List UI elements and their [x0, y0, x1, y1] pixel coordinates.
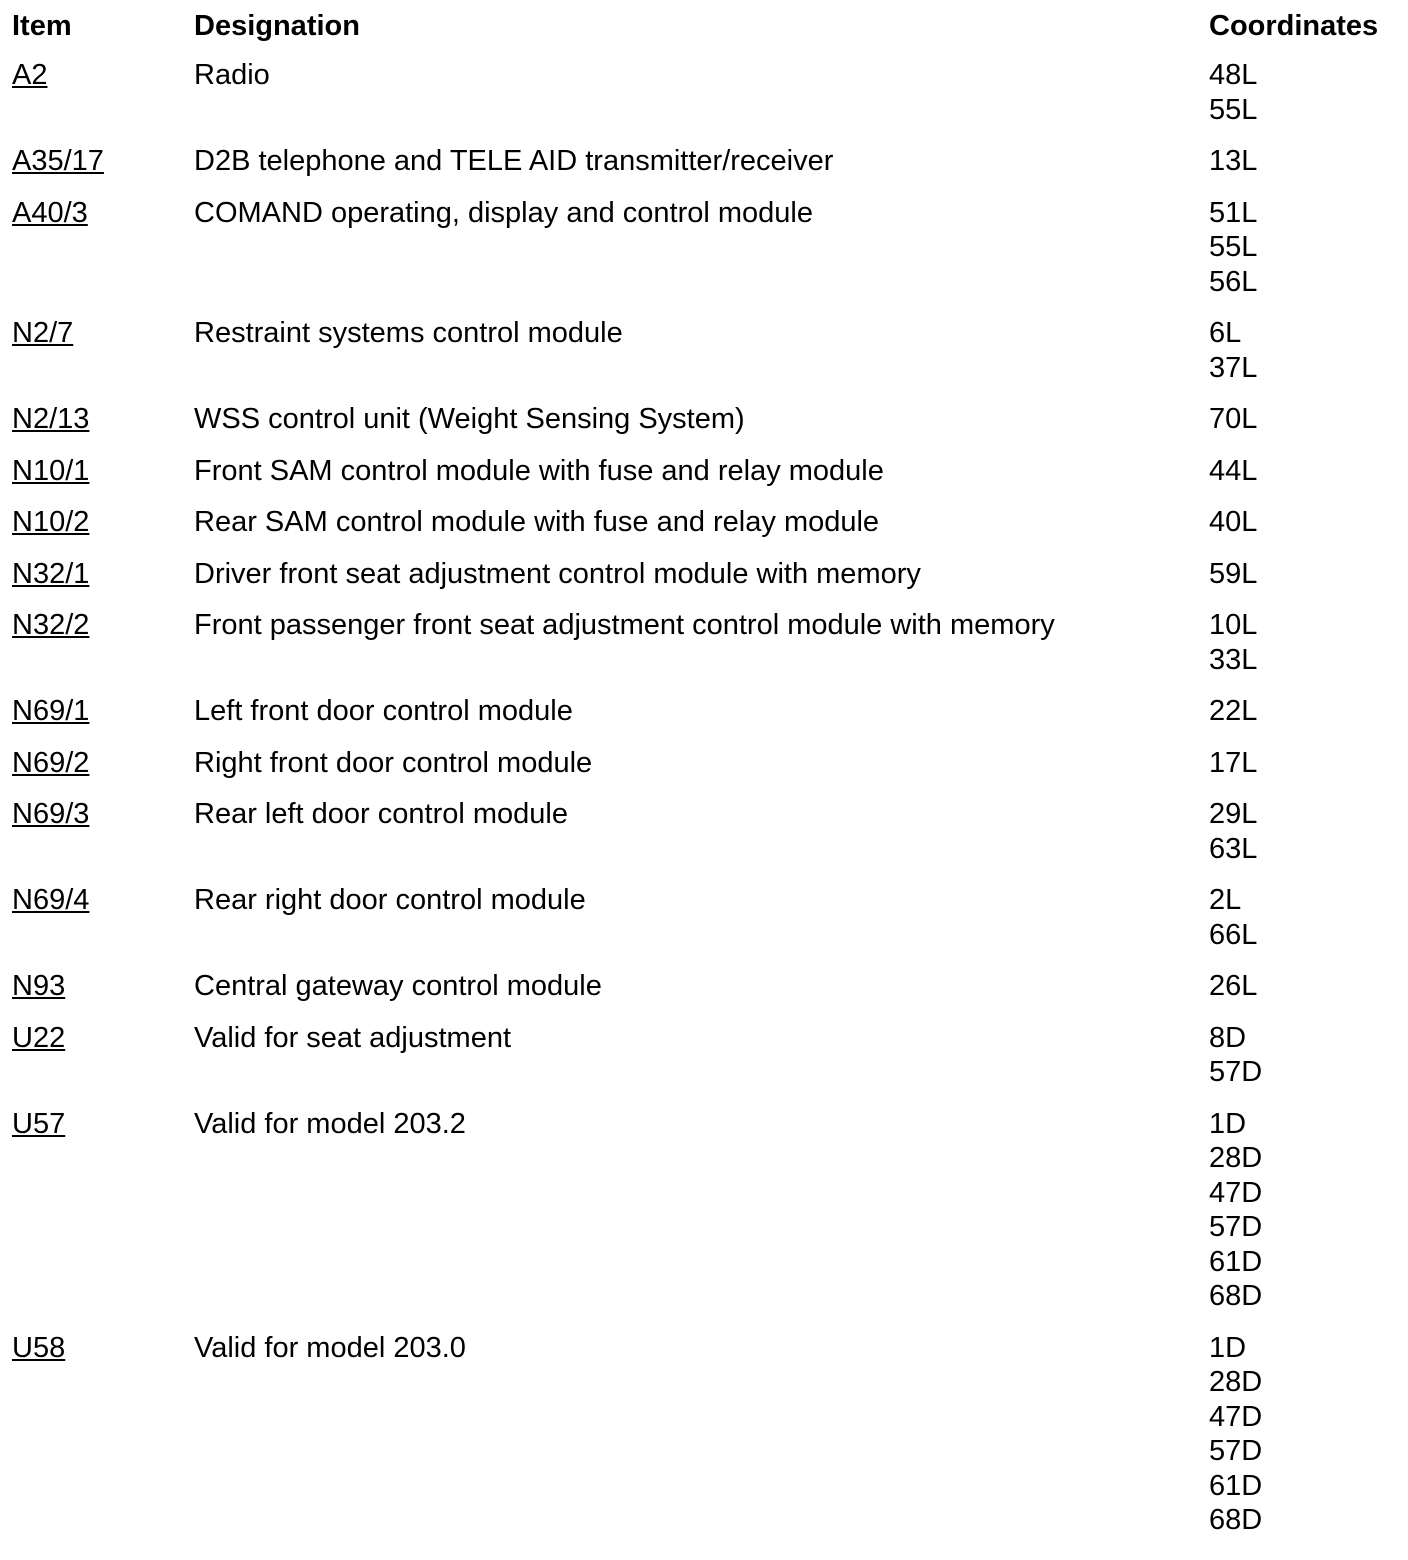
header-designation: Designation — [194, 10, 360, 42]
coordinate-value: 13L — [1209, 145, 1258, 177]
item-cell — [12, 1331, 194, 1366]
designation-cell: Front passenger front seat adjustment control module with memory — [194, 609, 1055, 641]
table-row — [12, 746, 1404, 781]
table-row — [12, 454, 1404, 489]
coordinate-value: 29L — [1209, 798, 1258, 830]
coordinates-cell — [1209, 1107, 1404, 1314]
designation-cell: Valid for model 203.0 — [194, 1331, 466, 1364]
designation-cell: WSS control unit (Weight Sensing System) — [194, 403, 745, 435]
item-link[interactable]: N69/4 — [12, 884, 90, 916]
coordinate-value: 26L — [1209, 970, 1258, 1002]
table-row — [12, 505, 1404, 540]
coordinate-value: 47D — [1209, 1400, 1263, 1433]
designation-cell: Left front door control module — [194, 695, 573, 727]
designation-cell: Central gateway control module — [194, 970, 602, 1002]
item-link[interactable]: N32/1 — [12, 557, 90, 590]
coordinate-value: 51L — [1209, 196, 1258, 229]
coordinate-value: 63L — [1209, 832, 1258, 865]
designation-cell: Rear SAM control module with fuse and relay module — [194, 506, 880, 538]
coordinates-cell — [1209, 402, 1404, 437]
header-coordinates: Coordinates — [1209, 10, 1379, 42]
item-link[interactable]: N69/1 — [12, 695, 90, 727]
coordinate-value: 1D — [1209, 1331, 1247, 1364]
item-cell — [12, 557, 194, 592]
item-link[interactable]: U57 — [12, 1107, 66, 1140]
coordinate-value: 10L — [1209, 609, 1258, 641]
coordinate-value: 68D — [1209, 1280, 1263, 1312]
coordinate-value: 57D — [1209, 1435, 1263, 1467]
coordinates-cell — [1209, 969, 1404, 1004]
table-row — [12, 797, 1404, 866]
designation-cell: Valid for model 203.2 — [194, 1107, 466, 1140]
item-link[interactable]: A40/3 — [12, 196, 88, 229]
item-link[interactable]: A35/17 — [12, 145, 104, 177]
coordinate-value: 68D — [1209, 1504, 1263, 1536]
coordinate-value: 47D — [1209, 1176, 1263, 1209]
coordinate-value: 37L — [1209, 351, 1258, 384]
coordinates-cell — [1209, 196, 1404, 300]
designation-cell: Radio — [194, 59, 270, 91]
coordinate-value: 44L — [1209, 454, 1258, 487]
designation-cell: Front SAM control module with fuse and relay module — [194, 454, 884, 487]
item-link[interactable]: N93 — [12, 970, 66, 1002]
table-row — [12, 58, 1404, 127]
item-link[interactable]: N32/2 — [12, 609, 90, 641]
item-link[interactable]: N10/1 — [12, 454, 90, 487]
item-cell — [12, 505, 194, 540]
designation-cell: Restraint systems control module — [194, 317, 623, 349]
coordinates-cell — [1209, 1021, 1404, 1090]
table-row — [12, 1331, 1404, 1538]
item-cell — [12, 144, 194, 179]
coordinate-value: 61D — [1209, 1245, 1263, 1278]
coordinate-value: 48L — [1209, 59, 1258, 91]
item-link[interactable]: N69/2 — [12, 746, 90, 779]
designation-cell: COMAND operating, display and control module — [194, 196, 813, 229]
table-row — [12, 1107, 1404, 1314]
header-item: Item — [12, 10, 72, 42]
item-cell — [12, 694, 194, 729]
item-cell — [12, 969, 194, 1004]
coordinate-value: 57D — [1209, 1211, 1263, 1243]
designation-cell: Rear left door control module — [194, 798, 568, 830]
item-link[interactable]: N69/3 — [12, 798, 90, 830]
coordinate-value: 6L — [1209, 317, 1242, 349]
item-link[interactable]: N10/2 — [12, 506, 90, 538]
item-cell — [12, 196, 194, 231]
table-row — [12, 608, 1404, 677]
item-link[interactable]: A2 — [12, 59, 48, 91]
table-body — [12, 58, 1404, 1538]
coordinates-cell — [1209, 557, 1404, 592]
item-cell — [12, 58, 194, 93]
table-row — [12, 144, 1404, 179]
coordinate-value: 40L — [1209, 506, 1258, 538]
coordinates-cell — [1209, 144, 1404, 179]
coordinate-value: 17L — [1209, 746, 1258, 779]
designation-cell: D2B telephone and TELE AID transmitter/receiver — [194, 145, 834, 177]
coordinates-cell — [1209, 608, 1404, 677]
item-cell — [12, 316, 194, 351]
item-cell — [12, 746, 194, 781]
coordinate-value: 22L — [1209, 695, 1258, 727]
coordinate-value: 1D — [1209, 1107, 1247, 1140]
coordinate-value: 8D — [1209, 1021, 1247, 1054]
designation-cell: Right front door control module — [194, 746, 593, 779]
coordinate-value: 66L — [1209, 918, 1258, 951]
table-row — [12, 1021, 1404, 1090]
coordinates-cell — [1209, 58, 1404, 127]
item-cell — [12, 797, 194, 832]
item-cell — [12, 1107, 194, 1142]
coordinates-cell — [1209, 1331, 1404, 1538]
coordinates-cell — [1209, 316, 1404, 385]
coordinate-value: 59L — [1209, 557, 1258, 590]
coordinates-cell — [1209, 694, 1404, 729]
coordinate-value: 56L — [1209, 265, 1258, 298]
coordinate-value: 57D — [1209, 1056, 1263, 1088]
table-row — [12, 196, 1404, 300]
table-row — [12, 557, 1404, 592]
designation-cell: Valid for seat adjustment — [194, 1021, 512, 1054]
table-row — [12, 316, 1404, 385]
coordinates-cell — [1209, 797, 1404, 866]
item-link[interactable]: N2/13 — [12, 403, 90, 435]
coordinates-cell — [1209, 883, 1404, 952]
table-header — [12, 4, 1404, 50]
coordinate-value: 28D — [1209, 1142, 1263, 1174]
coordinates-cell — [1209, 505, 1404, 540]
item-link[interactable]: U58 — [12, 1331, 66, 1364]
item-cell — [12, 1021, 194, 1056]
item-cell — [12, 608, 194, 643]
coordinate-value: 61D — [1209, 1469, 1263, 1502]
coordinate-value: 28D — [1209, 1366, 1263, 1398]
item-cell — [12, 454, 194, 489]
coordinates-cell — [1209, 454, 1404, 489]
coordinates-cell — [1209, 746, 1404, 781]
coordinate-value: 33L — [1209, 643, 1258, 676]
table-row — [12, 969, 1404, 1004]
table-row — [12, 694, 1404, 729]
item-link[interactable]: U22 — [12, 1021, 66, 1054]
table-row — [12, 402, 1404, 437]
item-cell — [12, 402, 194, 437]
item-cell — [12, 883, 194, 918]
coordinate-value: 55L — [1209, 93, 1258, 126]
legend-table — [12, 4, 1404, 1555]
coordinate-value: 2L — [1209, 884, 1242, 916]
coordinate-value: 55L — [1209, 231, 1258, 263]
coordinate-value: 70L — [1209, 403, 1258, 435]
designation-cell: Rear right door control module — [194, 884, 586, 916]
designation-cell: Driver front seat adjustment control module with memory — [194, 557, 921, 590]
item-link[interactable]: N2/7 — [12, 317, 74, 349]
table-row — [12, 883, 1404, 952]
